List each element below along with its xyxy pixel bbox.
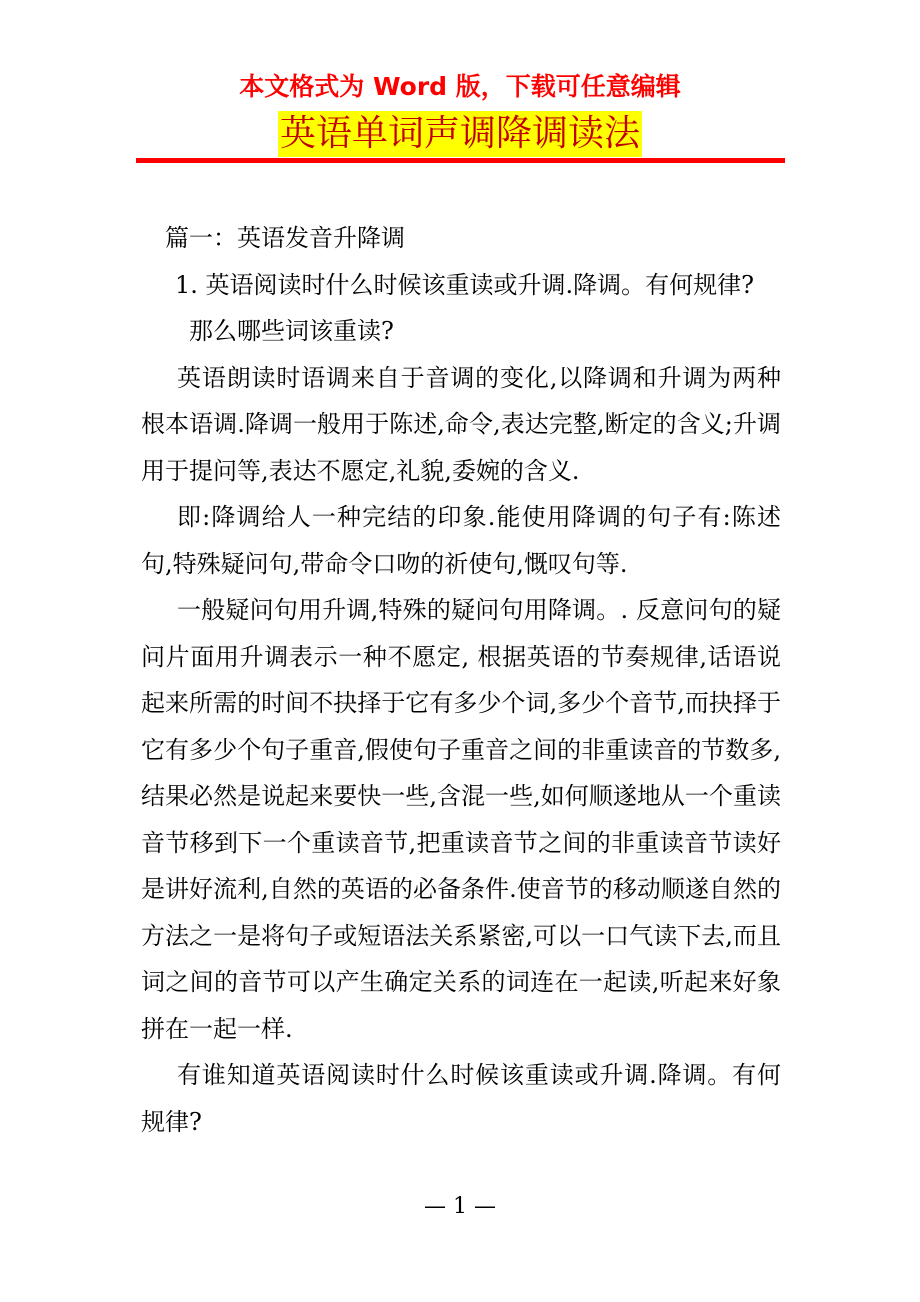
document-title: 英语单词声调降调读法 [278, 111, 642, 157]
document-body [141, 215, 781, 1145]
paragraph-intonation-basics: 英语朗读时语调来自于音调的变化,以降调和升调为两种根本语调.降调一般用于陈述,命令,表达完整,断定的含义;升调用于提问等,表达不愿定,礼貌,委婉的含义. [141, 363, 781, 485]
question-line-1: 1. 英语阅读时什么时候该重读或升调.降调。有何规律? [175, 270, 755, 299]
header-divider [136, 158, 785, 163]
question-line-2: 那么哪些词该重读? [189, 317, 394, 345]
section-heading: 篇一：英语发音升降调 [165, 224, 405, 252]
paragraph-falling-tone: 即:降调给人一种完结的印象.能使用降调的句子有:陈述句,特殊疑问句,带命令口吻的祈使句,慨叹句等. [141, 503, 781, 578]
title-container [0, 111, 920, 157]
paragraph-rhythm: 一般疑问句用升调,特殊的疑问句用降调。. 反意问句的疑问片面用升调表示一种不愿定, 根据英语的节奏规律,话语说起来所需的时间不抉择于它有多少个词,多少个音节,而抉择于它有多少个句子重音,假使句子重音之间的非重读音的节数多,结果必然是说起来要快一些,含混一些,如何顺遂地从一个重读音节移到下一个重读音节,把重读音节之间的非重读音节读好是讲好流利,自然的英语的必备条件.使音节的移动顺遂自然的方法之一是将句子或短语法关系紧密,可以一口气读下去,而且词之间的音节可以产生确定关系的词连在一起读,听起来好象拼在一起一样. [141, 596, 781, 1043]
page-number: — 1 — [424, 1194, 496, 1219]
format-notice: 本文格式为 Word 版，下载可任意编辑 [239, 72, 681, 101]
paragraph-question: 有谁知道英语阅读时什么时候该重读或升调.降调。有何规律? [141, 1061, 781, 1136]
